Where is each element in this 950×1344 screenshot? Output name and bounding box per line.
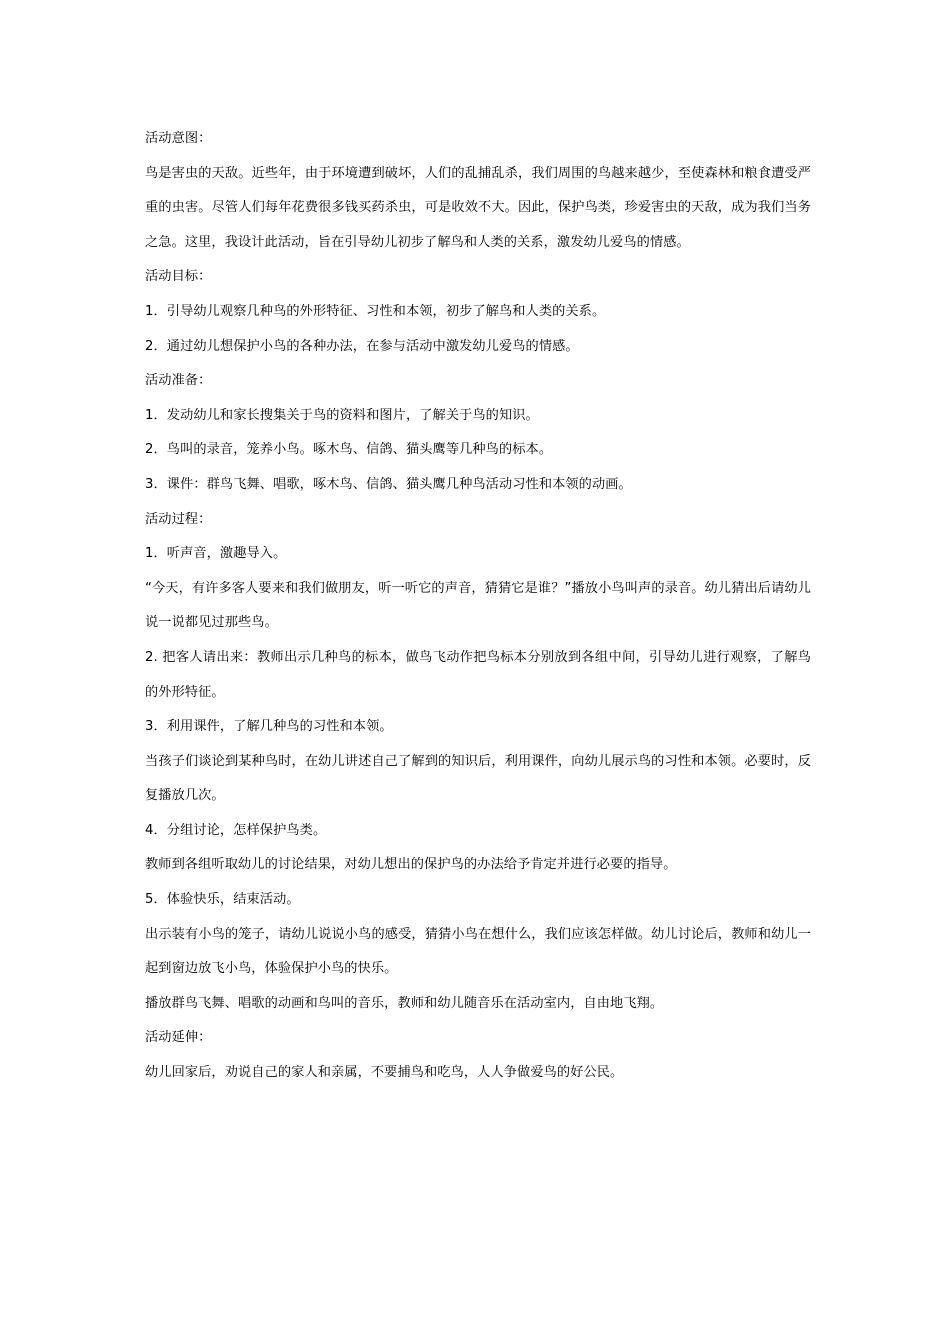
heading-activity-extension: 活动延伸： [145,1030,212,1046]
preparation-item-3: 3．课件：群鸟飞舞、唱歌，啄木鸟、信鸽、猫头鹰几种鸟活动习性和本领的动画。 [145,476,632,492]
process-step-3-body: 当孩子们谈论到某种鸟时，在幼儿讲述自己了解到的知识后，利用课件，向幼儿展示鸟的习性和本领。必要时，反复播放几次。 [145,753,811,804]
process-step-5-body-2: 播放群鸟飞舞、唱歌的动画和鸟叫的音乐，教师和幼儿随音乐在活动室内，自由地飞翔。 [145,995,664,1011]
paragraph-intent-body: 鸟是害虫的天敌。近些年，由于环境遭到破坏，人们的乱捕乱杀，我们周围的鸟越来越少，至使森林和粮食遭受严重的虫害。尽管人们每年花费很多钱买药杀虫，可是收效不大。因此，保护鸟类，珍爱害虫的天敌，成为我们当务之急。这里，我设计此活动，旨在引导幼儿初步了解鸟和人类的关系，激发幼儿爱鸟的情感。 [145,165,811,250]
goal-item-1: 1．引导幼儿观察几种鸟的外形特征、习性和本领，初步了解鸟和人类的关系。 [145,303,606,319]
extension-body: 幼儿回家后，劝说自己的家人和亲属，不要捕鸟和吃鸟，人人争做爱鸟的好公民。 [145,1065,624,1081]
process-step-5-body: 出示装有小鸟的笼子，请幼儿说说小鸟的感受，猜猜小鸟在想什么，我们应该怎样做。幼儿讨论后，教师和幼儿一起到窗边放飞小鸟，体验保护小鸟的快乐。 [145,926,811,977]
process-step-1: 1．听声音，激趣导入。 [145,546,287,562]
process-step-4: 4．分组讨论，怎样保护鸟类。 [145,822,327,838]
preparation-item-1: 1．发动幼儿和家长搜集关于鸟的资料和图片，了解关于鸟的知识。 [145,407,539,423]
process-step-3: 3．利用课件，了解几种鸟的习性和本领。 [145,719,393,735]
process-step-4-body: 教师到各组听取幼儿的讨论结果，对幼儿想出的保护鸟的办法给予肯定并进行必要的指导。 [145,857,677,873]
heading-activity-preparation: 活动准备： [145,373,212,389]
process-step-2: 2. 把客人请出来：教师出示几种鸟的标本，做鸟飞动作把鸟标本分别放到各组中间，引导幼儿进行观察，了解鸟的外形特征。 [145,649,811,700]
heading-activity-goals: 活动目标： [145,269,212,285]
document-page [145,122,811,1091]
heading-activity-process: 活动过程： [145,511,212,527]
process-step-1-body: “今天，有许多客人要来和我们做朋友，听一听它的声音，猜猜它是谁？”播放小鸟叫声的录音。幼儿猜出后请幼儿说一说都见过那些鸟。 [145,580,811,631]
process-step-5: 5．体验快乐，结束活动。 [145,892,300,908]
heading-activity-intent: 活动意图： [145,131,212,146]
goal-item-2: 2．通过幼儿想保护小鸟的各种办法，在参与活动中激发幼儿爱鸟的情感。 [145,338,579,354]
preparation-item-2: 2．鸟叫的录音，笼养小鸟。啄木鸟、信鸽、猫头鹰等几种鸟的标本。 [145,442,553,458]
